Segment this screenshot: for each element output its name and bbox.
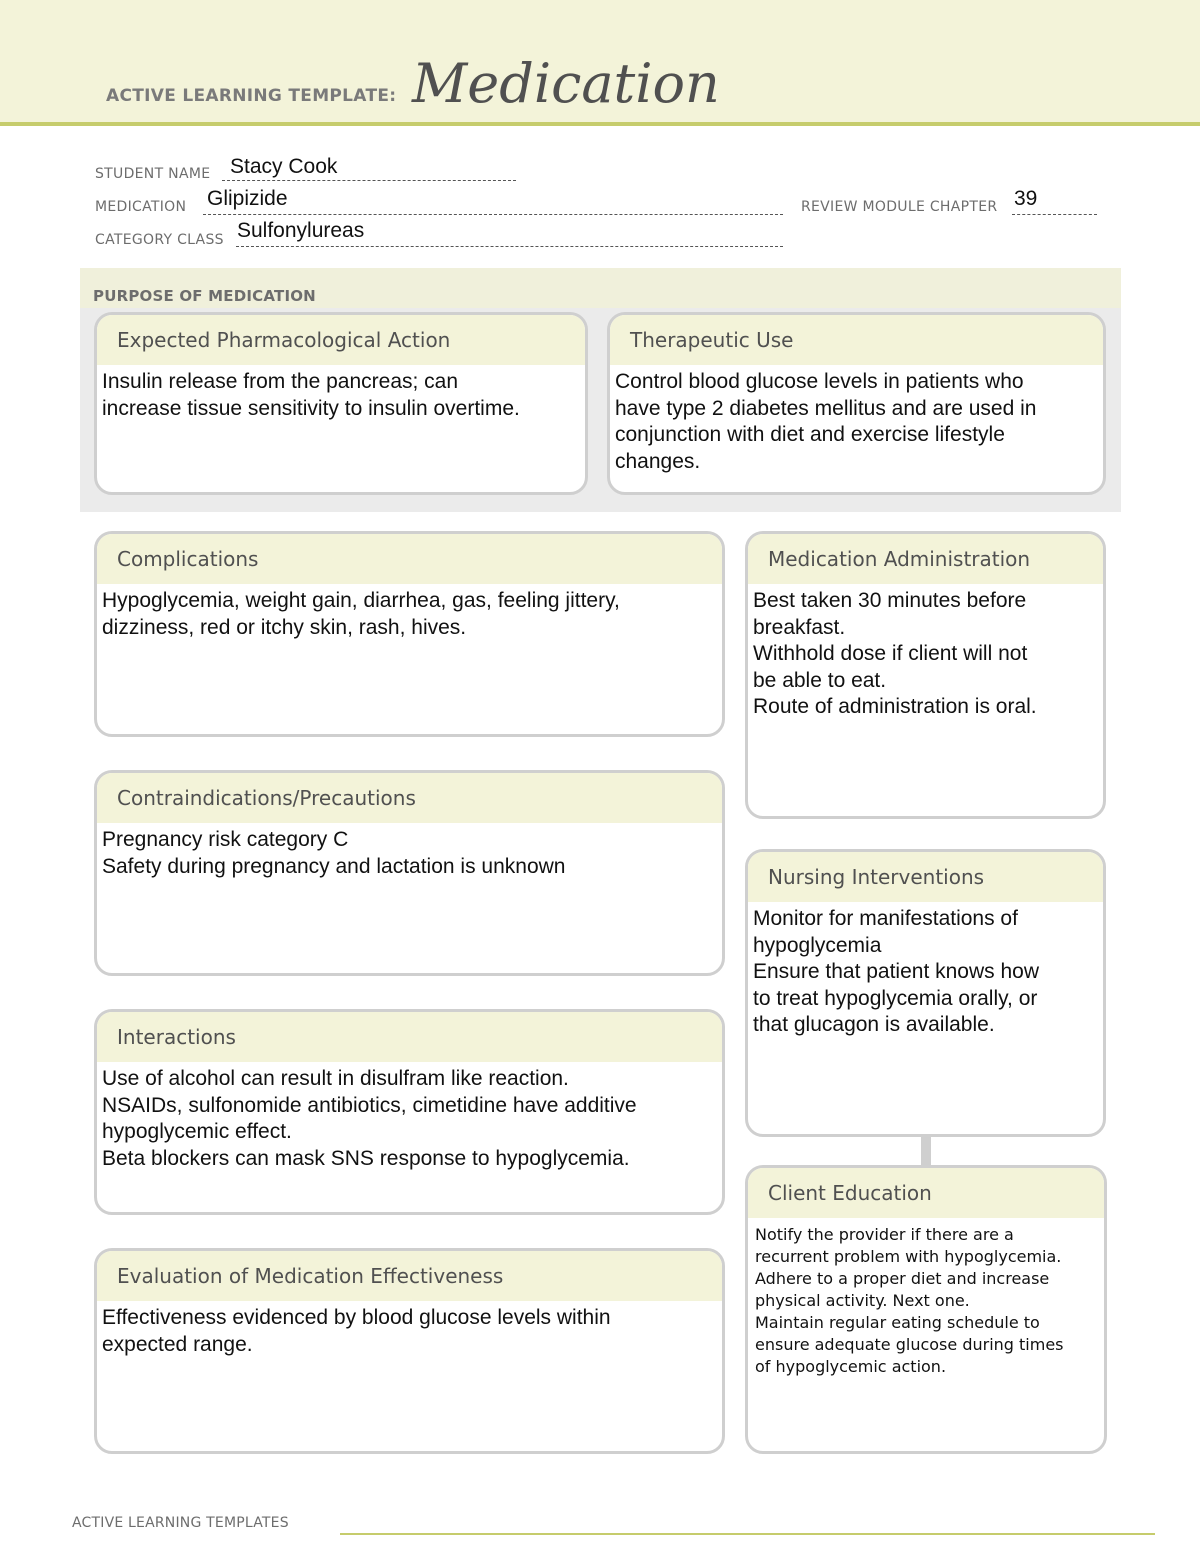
footer-label: ACTIVE LEARNING TEMPLATES	[72, 1515, 289, 1531]
medication-label: MEDICATION	[95, 199, 187, 215]
nursing-interventions-box	[745, 849, 1106, 1137]
evaluation-content[interactable]	[97, 1301, 722, 1358]
client-education-text: Notify the provider if there are a recurrent problem with hypoglycemia. Adhere to a proper diet and increase physical activity. Next one. Maintain regular eating schedule to ensure adequate glucose during times of hypoglycemic action.	[755, 1225, 1064, 1376]
client-education-title: Client Education	[748, 1168, 1104, 1218]
medication-administration-text: Best taken 30 minutes before breakfast. Withhold dose if client will not be able to eat. Route of administration is oral.	[753, 589, 1037, 718]
evaluation-title: Evaluation of Medication Effectiveness	[97, 1251, 722, 1301]
interactions-title: Interactions	[97, 1012, 722, 1062]
contraindications-box	[94, 770, 725, 976]
footer-divider	[340, 1533, 1155, 1535]
client-education-box	[745, 1165, 1107, 1454]
category-class-label: CATEGORY CLASS	[95, 232, 224, 248]
complications-box	[94, 531, 725, 737]
student-name-field[interactable]: Stacy Cook	[230, 155, 338, 178]
expected-action-title: Expected Pharmacological Action	[97, 315, 585, 365]
medication-line	[203, 214, 783, 215]
therapeutic-use-box	[607, 312, 1106, 495]
therapeutic-use-content[interactable]	[610, 365, 1103, 475]
header-divider	[0, 122, 1200, 126]
complications-content[interactable]	[97, 584, 722, 641]
review-module-line	[1012, 214, 1097, 215]
contraindications-text: Pregnancy risk category C Safety during pregnancy and lactation is unknown	[102, 828, 566, 878]
interactions-content[interactable]	[97, 1062, 722, 1172]
interactions-box	[94, 1009, 725, 1215]
expected-action-text: Insulin release from the pancreas; can increase tissue sensitivity to insulin overtime.	[102, 370, 520, 420]
nursing-interventions-text: Monitor for manifestations of hypoglycemia Ensure that patient knows how to treat hypoglycemia orally, or that glucagon is available.	[753, 907, 1040, 1036]
medication-administration-content[interactable]	[748, 584, 1103, 721]
therapeutic-use-title: Therapeutic Use	[610, 315, 1103, 365]
box-connector	[921, 1135, 931, 1165]
complications-title: Complications	[97, 534, 722, 584]
nursing-interventions-content[interactable]	[748, 902, 1103, 1039]
template-label: ACTIVE LEARNING TEMPLATE:	[106, 86, 397, 106]
interactions-text: Use of alcohol can result in disulfram like reaction. NSAIDs, sulfonomide antibiotics, cimetidine have additive hypoglycemic effect. Beta blockers can mask SNS response to hypoglycemia.	[102, 1067, 637, 1170]
page-title: Medication	[412, 52, 720, 115]
contraindications-title: Contraindications/Precautions	[97, 773, 722, 823]
evaluation-box	[94, 1248, 725, 1454]
medication-administration-title: Medication Administration	[748, 534, 1103, 584]
student-name-line	[222, 180, 516, 181]
medication-administration-box	[745, 531, 1106, 819]
purpose-title: PURPOSE OF MEDICATION	[93, 287, 316, 305]
category-class-field[interactable]: Sulfonylureas	[237, 219, 365, 242]
category-class-line	[236, 246, 783, 247]
medication-field[interactable]: Glipizide	[207, 187, 288, 210]
complications-text: Hypoglycemia, weight gain, diarrhea, gas, feeling jittery, dizziness, red or itchy skin, rash, hives.	[102, 589, 620, 639]
evaluation-text: Effectiveness evidenced by blood glucose levels within expected range.	[102, 1306, 611, 1356]
review-module-field[interactable]: 39	[1014, 187, 1038, 210]
client-education-content[interactable]	[748, 1218, 1104, 1378]
expected-action-content[interactable]	[97, 365, 585, 422]
review-module-label: REVIEW MODULE CHAPTER	[801, 199, 998, 215]
student-name-label: STUDENT NAME	[95, 166, 211, 182]
contraindications-content[interactable]	[97, 823, 722, 880]
nursing-interventions-title: Nursing Interventions	[748, 852, 1103, 902]
expected-action-box	[94, 312, 588, 495]
therapeutic-use-text: Control blood glucose levels in patients who have type 2 diabetes mellitus and are used in conjunction with diet and exercise lifestyle changes.	[615, 370, 1037, 473]
